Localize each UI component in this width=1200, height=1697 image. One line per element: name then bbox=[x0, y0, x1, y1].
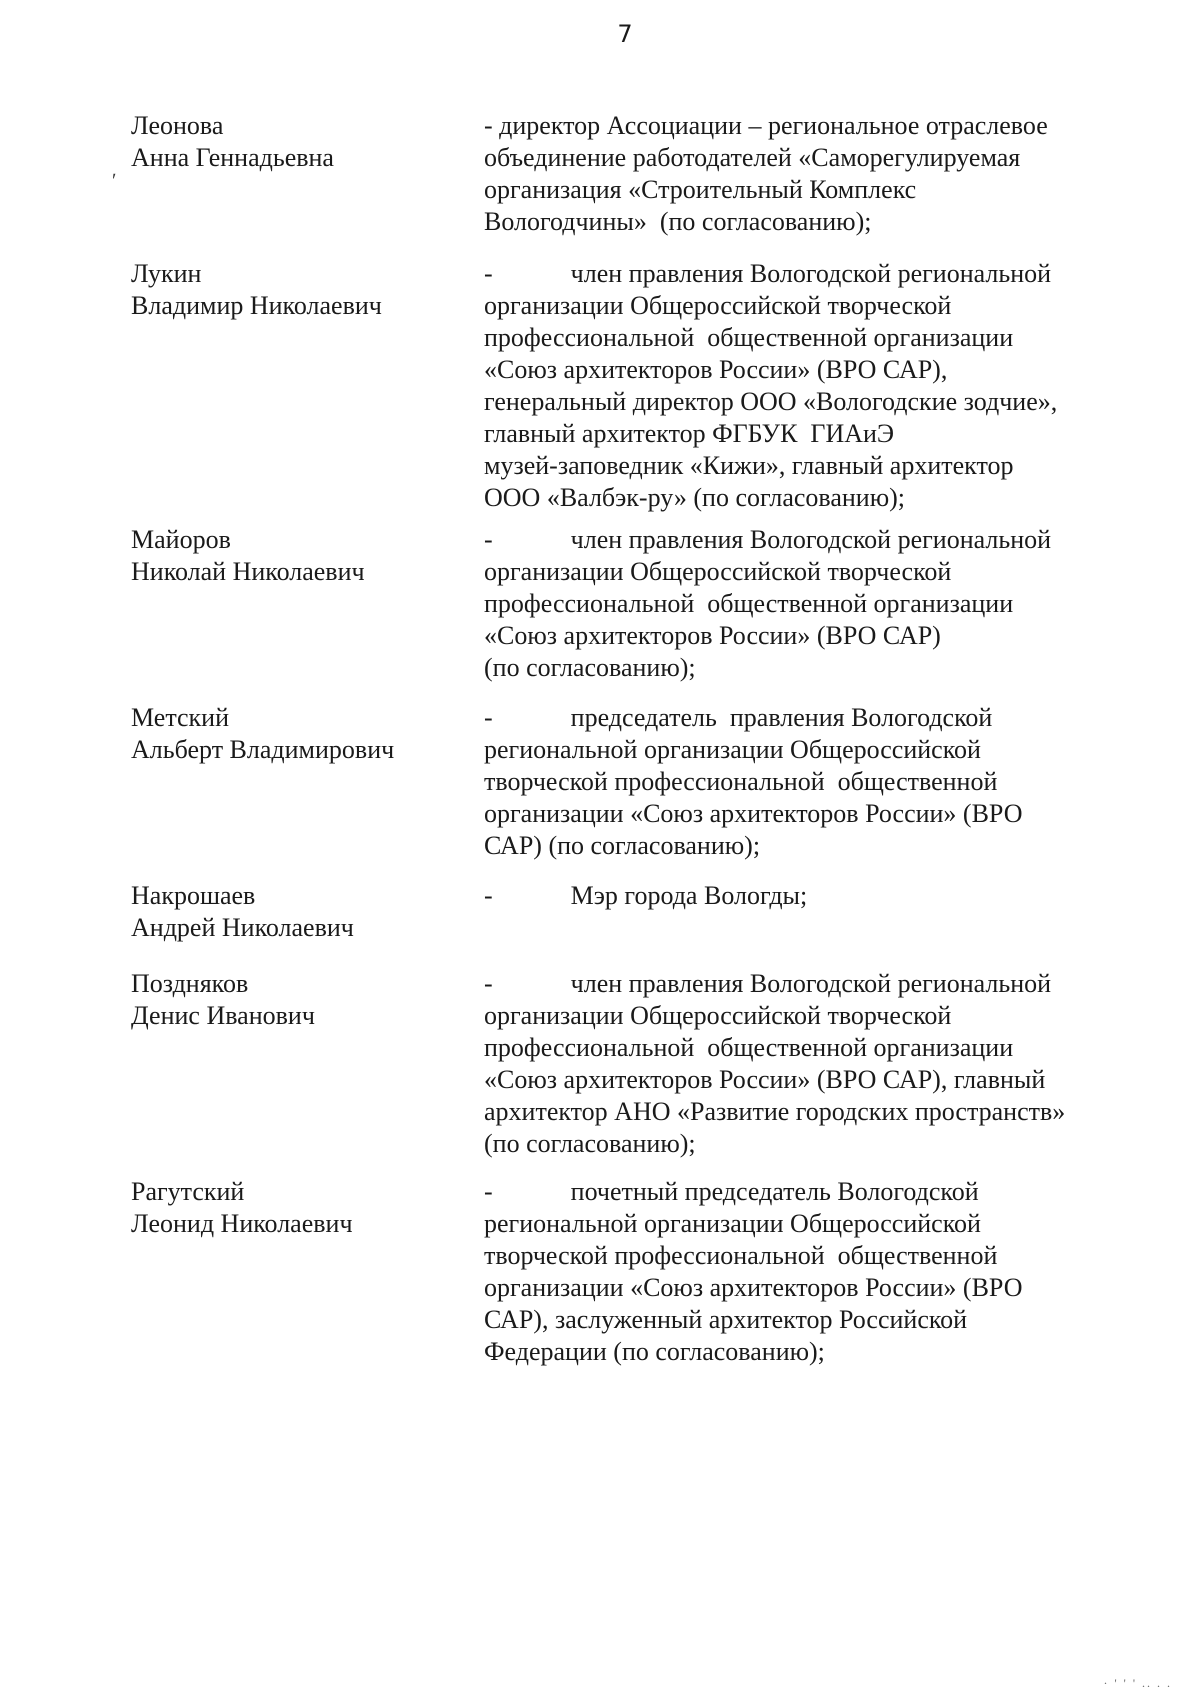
description-line: организации «Союз архитекторов России» (ВРО bbox=[484, 1273, 1023, 1302]
member-name bbox=[131, 968, 471, 1032]
page-number: 7 bbox=[617, 20, 633, 48]
description-line: профессиональной общественной организации bbox=[484, 1033, 1014, 1062]
description-line: «Союз архитекторов России» (ВРО САР), bbox=[484, 355, 948, 384]
description-line: творческой профессиональной общественной bbox=[484, 767, 998, 796]
description-line: САР) (по согласованию); bbox=[484, 831, 761, 860]
member-name bbox=[131, 258, 471, 322]
member-given-names: Леонид Николаевич bbox=[131, 1209, 353, 1238]
member-given-names: Андрей Николаевич bbox=[131, 913, 354, 942]
member-given-names: Николай Николаевич bbox=[131, 557, 365, 586]
description-line: - директор Ассоциации – региональное отраслевое bbox=[484, 111, 1048, 140]
stray-mark: ʹ bbox=[112, 170, 117, 192]
member-name bbox=[131, 702, 471, 766]
description-line: объединение работодателей «Саморегулируемая bbox=[484, 143, 1021, 172]
description-line: архитектор АНО «Развитие городских пространств» bbox=[484, 1097, 1066, 1126]
member-name bbox=[131, 110, 471, 174]
member-surname: Рагутский bbox=[131, 1177, 245, 1206]
member-surname: Лукин bbox=[131, 259, 202, 288]
description-line: Вологодчины» (по согласованию); bbox=[484, 207, 872, 236]
description-line: - председатель правления Вологодской bbox=[484, 703, 993, 732]
scan-marks: · ' ' ' .. . . bbox=[1103, 1676, 1172, 1690]
description-line: региональной организации Общероссийской bbox=[484, 1209, 981, 1238]
description-line: САР), заслуженный архитектор Российской bbox=[484, 1305, 968, 1334]
member-surname: Накрошаев bbox=[131, 881, 256, 910]
description-line: - член правления Вологодской региональной bbox=[484, 969, 1052, 998]
description-line: ООО «Валбэк-ру» (по согласованию); bbox=[484, 483, 906, 512]
member-description bbox=[484, 258, 1144, 514]
description-line: (по согласованию); bbox=[484, 653, 696, 682]
member-surname: Метский bbox=[131, 703, 229, 732]
member-surname: Майоров bbox=[131, 525, 231, 554]
description-line: «Союз архитекторов России» (ВРО САР), главный bbox=[484, 1065, 1046, 1094]
description-line: профессиональной общественной организации bbox=[484, 589, 1014, 618]
member-description bbox=[484, 880, 1144, 912]
description-line: музей-заповедник «Кижи», главный архитектор bbox=[484, 451, 1014, 480]
member-name bbox=[131, 524, 471, 588]
description-line: Федерации (по согласованию); bbox=[484, 1337, 825, 1366]
member-given-names: Анна Геннадьевна bbox=[131, 143, 334, 172]
member-surname: Поздняков bbox=[131, 969, 249, 998]
description-line: «Союз архитекторов России» (ВРО САР) bbox=[484, 621, 941, 650]
description-line: главный архитектор ФГБУК ГИАиЭ bbox=[484, 419, 895, 448]
description-line: организации Общероссийской творческой bbox=[484, 291, 952, 320]
member-surname: Леонова bbox=[131, 111, 224, 140]
description-line: региональной организации Общероссийской bbox=[484, 735, 981, 764]
description-line: профессиональной общественной организации bbox=[484, 323, 1014, 352]
description-line: (по согласованию); bbox=[484, 1129, 696, 1158]
description-line: организации Общероссийской творческой bbox=[484, 557, 952, 586]
member-name bbox=[131, 1176, 471, 1240]
member-given-names: Владимир Николаевич bbox=[131, 291, 382, 320]
member-description bbox=[484, 110, 1144, 238]
description-line: - член правления Вологодской региональной bbox=[484, 259, 1052, 288]
description-line: творческой профессиональной общественной bbox=[484, 1241, 998, 1270]
member-description bbox=[484, 524, 1144, 684]
description-line: организации Общероссийской творческой bbox=[484, 1001, 952, 1030]
description-line: - член правления Вологодской региональной bbox=[484, 525, 1052, 554]
description-line: - почетный председатель Вологодской bbox=[484, 1177, 979, 1206]
member-given-names: Альберт Владимирович bbox=[131, 735, 395, 764]
description-line: организации «Союз архитекторов России» (ВРО bbox=[484, 799, 1023, 828]
description-line: генеральный директор ООО «Вологодские зодчие», bbox=[484, 387, 1058, 416]
member-description bbox=[484, 1176, 1144, 1368]
description-line: организация «Строительный Комплекс bbox=[484, 175, 917, 204]
description-line: - Мэр города Вологды; bbox=[484, 881, 808, 910]
member-description bbox=[484, 968, 1144, 1160]
member-description bbox=[484, 702, 1144, 862]
member-name bbox=[131, 880, 471, 944]
member-given-names: Денис Иванович bbox=[131, 1001, 315, 1030]
